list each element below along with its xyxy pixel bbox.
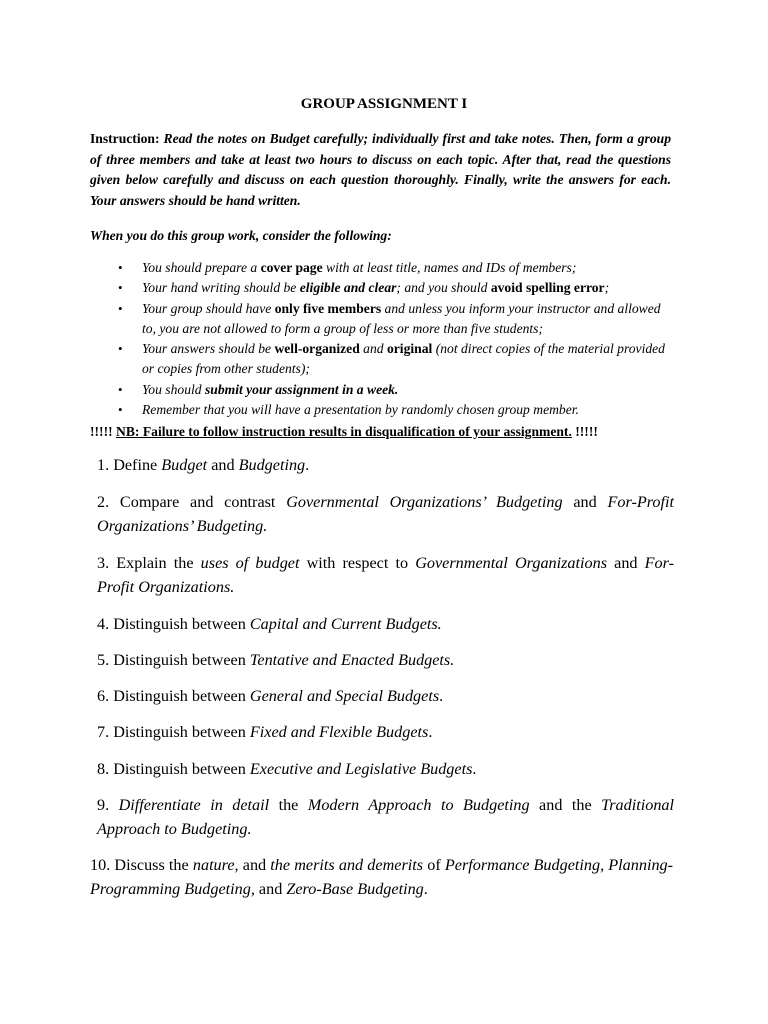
q-term: Budgeting bbox=[238, 456, 306, 474]
question-number: 10. bbox=[90, 856, 111, 874]
q-text: with respect to bbox=[299, 554, 416, 572]
q-text: Discuss the bbox=[114, 856, 193, 874]
question-4 bbox=[97, 613, 674, 637]
bullet-icon: • bbox=[118, 402, 123, 418]
q-text: . bbox=[423, 879, 428, 898]
q-term: Governmental Organizations bbox=[415, 554, 607, 572]
bullet-bold: cover page bbox=[260, 260, 323, 275]
bullet-text: and bbox=[359, 341, 387, 357]
bullet-text: with at least title, names and IDs of members; bbox=[322, 260, 577, 275]
bullet-icon: • bbox=[118, 260, 123, 275]
bullet-text: You should prepare a bbox=[142, 260, 261, 275]
question-number: 6. bbox=[97, 687, 110, 705]
bullet-bold: submit your assignment in a week. bbox=[204, 381, 399, 397]
question-number: 4. bbox=[97, 615, 110, 633]
question-number: 2. bbox=[97, 493, 110, 511]
q-text: Define bbox=[113, 456, 162, 474]
list-item bbox=[118, 258, 671, 278]
question-number: 7. bbox=[97, 723, 110, 741]
bullet-text: and unless you inform your instructor and allowed to, you are not allowed to form a group of less or more than five students; bbox=[142, 300, 661, 336]
question-number: 8. bbox=[97, 760, 110, 778]
list-item bbox=[118, 400, 671, 420]
bullet-bold: well-organized bbox=[274, 341, 360, 357]
q-term: Traditional Approach to Budgeting. bbox=[97, 796, 675, 838]
list-item bbox=[118, 299, 671, 340]
q-text: and bbox=[562, 493, 608, 511]
q-term: Capital and Current Budgets. bbox=[249, 615, 442, 633]
bullet-text: Your answers should be bbox=[142, 341, 275, 357]
q-term: Budget bbox=[161, 456, 208, 474]
question-number: 9. bbox=[97, 796, 110, 814]
requirements-list bbox=[118, 258, 671, 420]
q-text: Distinguish between bbox=[113, 760, 250, 778]
bullet-bold: eligible and clear bbox=[299, 280, 397, 296]
question-7 bbox=[97, 721, 674, 745]
bullet-icon: • bbox=[118, 381, 123, 397]
question-6 bbox=[97, 685, 674, 709]
q-text: . bbox=[439, 687, 444, 705]
q-text: . bbox=[428, 723, 433, 741]
assignment-title: GROUP ASSIGNMENT I bbox=[300, 96, 468, 112]
q-term: nature bbox=[192, 856, 235, 874]
question-2 bbox=[97, 491, 674, 538]
question-10 bbox=[90, 854, 673, 901]
q-text: Distinguish between bbox=[113, 651, 250, 669]
question-number: 5. bbox=[97, 651, 110, 669]
bullet-icon: • bbox=[118, 280, 123, 296]
question-8 bbox=[97, 758, 674, 782]
q-text: , and bbox=[234, 856, 271, 874]
instruction-label: Instruction: bbox=[90, 131, 160, 146]
q-text: and bbox=[254, 879, 287, 898]
q-text: Explain the bbox=[116, 554, 201, 572]
bullet-bold: original bbox=[386, 341, 433, 357]
q-term: the merits and demerits bbox=[270, 856, 424, 874]
bullet-bold: only five members bbox=[274, 300, 382, 316]
q-term: Fixed and Flexible Budgets bbox=[249, 723, 429, 741]
q-term: For-Profit Organizations. bbox=[97, 554, 674, 596]
q-term: Differentiate in detail bbox=[118, 796, 270, 814]
bullet-text: ; and you should bbox=[396, 280, 491, 296]
bullet-text: (not direct copies of the material provided or copies from other students); bbox=[142, 341, 665, 377]
q-term: Executive and Legislative Budgets bbox=[249, 760, 473, 778]
nb-suffix: !!!!! bbox=[571, 424, 598, 439]
q-text: and bbox=[607, 554, 645, 572]
instruction-paragraph bbox=[90, 129, 671, 212]
q-text: and the bbox=[529, 796, 602, 814]
nb-warning bbox=[90, 423, 690, 441]
consider-heading: When you do this group work, consider the following: bbox=[90, 228, 392, 243]
question-3 bbox=[97, 552, 674, 599]
q-term: General and Special Budgets bbox=[249, 687, 440, 705]
bullet-icon: • bbox=[118, 300, 123, 316]
list-item bbox=[118, 380, 671, 400]
question-number: 3. bbox=[97, 554, 110, 572]
q-text: Distinguish between bbox=[113, 723, 250, 741]
q-text: and bbox=[207, 456, 239, 474]
q-term: Tentative and Enacted Budgets. bbox=[249, 651, 455, 669]
q-text: . bbox=[305, 456, 310, 474]
nb-prefix: !!!!! bbox=[90, 424, 117, 439]
bullet-text: Your hand writing should be bbox=[142, 280, 300, 296]
q-text: . bbox=[472, 760, 477, 778]
q-term: Zero-Base Budgeting bbox=[286, 879, 424, 898]
q-term: uses of budget bbox=[200, 554, 300, 572]
q-text: Distinguish between bbox=[113, 687, 250, 705]
nb-text: NB: Failure to follow instruction results in disqualification of your assignment. bbox=[116, 424, 572, 439]
list-item bbox=[118, 339, 671, 380]
bullet-text: ; bbox=[604, 280, 610, 296]
bullet-text: You should bbox=[142, 381, 205, 397]
bullet-icon: • bbox=[118, 341, 123, 357]
question-number: 1. bbox=[97, 456, 110, 474]
q-term: Governmental Organizations’ Budgeting bbox=[286, 493, 563, 511]
q-term: Performance Budgeting, Planning-Programming Budgeting, bbox=[90, 856, 674, 898]
list-item bbox=[118, 278, 671, 298]
question-5 bbox=[97, 649, 674, 673]
question-9 bbox=[97, 794, 674, 841]
q-text: Compare and contrast bbox=[119, 493, 287, 511]
q-term: Modern Approach to Budgeting bbox=[307, 796, 530, 814]
question-1 bbox=[97, 454, 674, 478]
q-term: For-Profit Organizations’ Budgeting. bbox=[97, 493, 675, 535]
bullet-bold: avoid spelling error bbox=[490, 280, 605, 296]
q-text: Distinguish between bbox=[113, 615, 250, 633]
bullet-text: Remember that you will have a presentation by randomly chosen group member. bbox=[142, 402, 579, 418]
bullet-text: Your group should have bbox=[142, 300, 275, 316]
q-text: of bbox=[423, 856, 445, 874]
q-text: the bbox=[269, 796, 308, 814]
instruction-text: Read the notes on Budget carefully; individually first and take notes. Then, form a group of three members and take at least two hours to discuss on each topic. After that, read the questions given below carefully and discuss on each question thoroughly. Finally, write the answers for each. Your answers should be hand written. bbox=[90, 131, 671, 209]
